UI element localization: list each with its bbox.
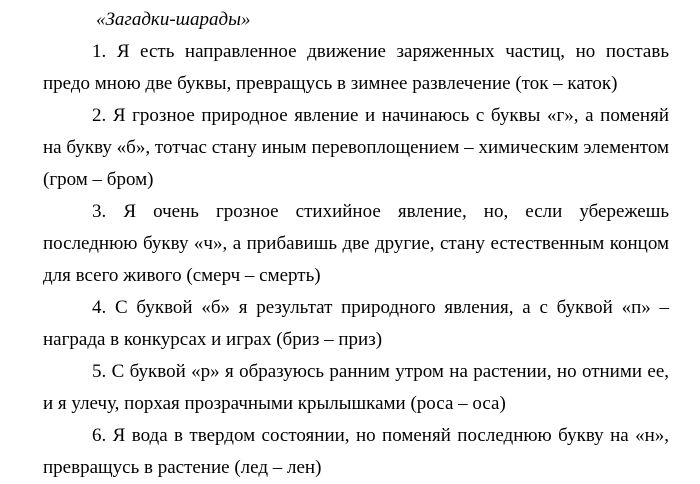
- riddle-paragraph-6: 6. Я вода в твердом состоянии, но поменяй последнюю букву на «н», превращусь в растение (лед – лен): [43, 425, 669, 478]
- document-page: [43, 4, 669, 484]
- riddle-paragraph-1: 1. Я есть направленное движение заряженных частиц, но поставь предо мною две буквы, превращусь в зимнее развлечение (ток – каток): [43, 41, 669, 94]
- riddle-paragraph-5: 5. С буквой «р» я образуюсь ранним утром на растении, но отними ее, и я улечу, порхая прозрачными крылышками (роса – оса): [43, 361, 669, 414]
- riddle-paragraph-2: 2. Я грозное природное явление и начинаюсь с буквы «г», а поменяй на букву «б», тотчас стану иным перевоплощением – химическим элементом (гром – бром): [43, 105, 669, 190]
- riddle-paragraph-4: 4. С буквой «б» я результат природного явления, а с буквой «п» – награда в конкурсах и играх (бриз – приз): [43, 297, 669, 350]
- document-title: «Загадки-шарады»: [96, 9, 251, 30]
- riddle-paragraph-3: 3. Я очень грозное стихийное явление, но, если убережешь последнюю букву «ч», а прибавишь две другие, стану естественным концом для всего живого (смерч – смерть): [43, 201, 669, 286]
